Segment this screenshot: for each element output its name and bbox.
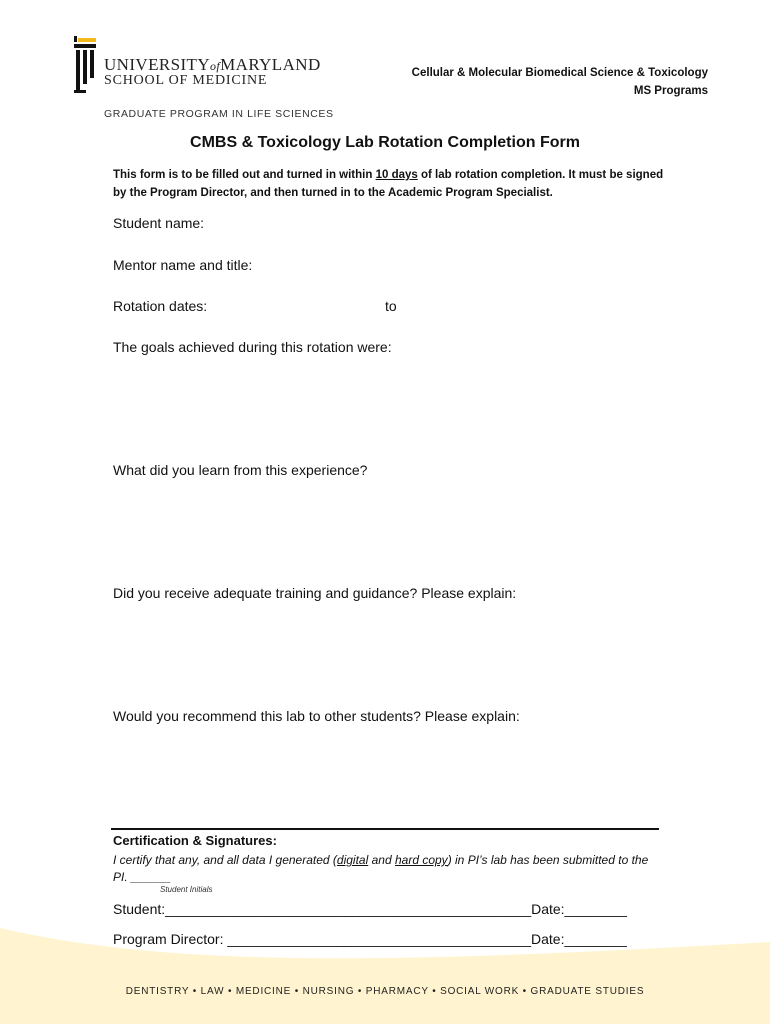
training-question: Did you receive adequate training and guidance? Please explain: (113, 585, 517, 601)
rotation-dates-to-label: to (385, 298, 397, 314)
mentor-label: Mentor name and title: (113, 257, 253, 273)
learned-question: What did you learn from this experience? (113, 462, 368, 478)
footer-schools-list: DENTISTRY • LAW • MEDICINE • NURSING • PHARMACY • SOCIAL WORK • GRADUATE STUDIES (125, 986, 645, 997)
footer-wave-decoration (0, 920, 770, 1024)
recommend-question: Would you recommend this lab to other students? Please explain: (113, 708, 520, 724)
program-header (412, 64, 708, 100)
form-instructions: This form is to be filled out and turned in within 10 days of lab rotation completion. It must be signed by the Program Director, and then turned in to the Academic Program Specialist. (113, 169, 664, 199)
program-header-line1: Cellular & Molecular Biomedical Science & Toxicology (411, 67, 708, 79)
certification-divider (111, 828, 659, 830)
goals-question: The goals achieved during this rotation were: (113, 339, 392, 355)
student-initials-caption: Student Initials (160, 885, 213, 894)
certification-title: Certification & Signatures: (113, 833, 277, 848)
logo-school-name: SCHOOL OF MEDICINE (104, 73, 268, 88)
logo-program-name: GRADUATE PROGRAM IN LIFE SCIENCES (104, 108, 334, 120)
rotation-dates-label: Rotation dates: (113, 298, 208, 314)
university-logo-icon (72, 36, 98, 94)
deadline-emphasis: 10 days (375, 169, 418, 181)
logo-university-name: UNIVERSITYofMARYLAND (104, 55, 321, 74)
student-name-label: Student name: (113, 215, 205, 231)
program-director-signature-line: Program Director: _______________________________________Date:________ (113, 931, 627, 947)
program-header-line2: MS Programs (633, 85, 708, 97)
certification-statement: I certify that any, and all data I generated (digital and hard copy) in PI’s lab has been submitted to the PI. ______ (113, 853, 649, 884)
student-signature-line: Student:_______________________________________________Date:________ (113, 901, 627, 917)
form-title: CMBS & Toxicology Lab Rotation Completion Form (190, 134, 580, 151)
